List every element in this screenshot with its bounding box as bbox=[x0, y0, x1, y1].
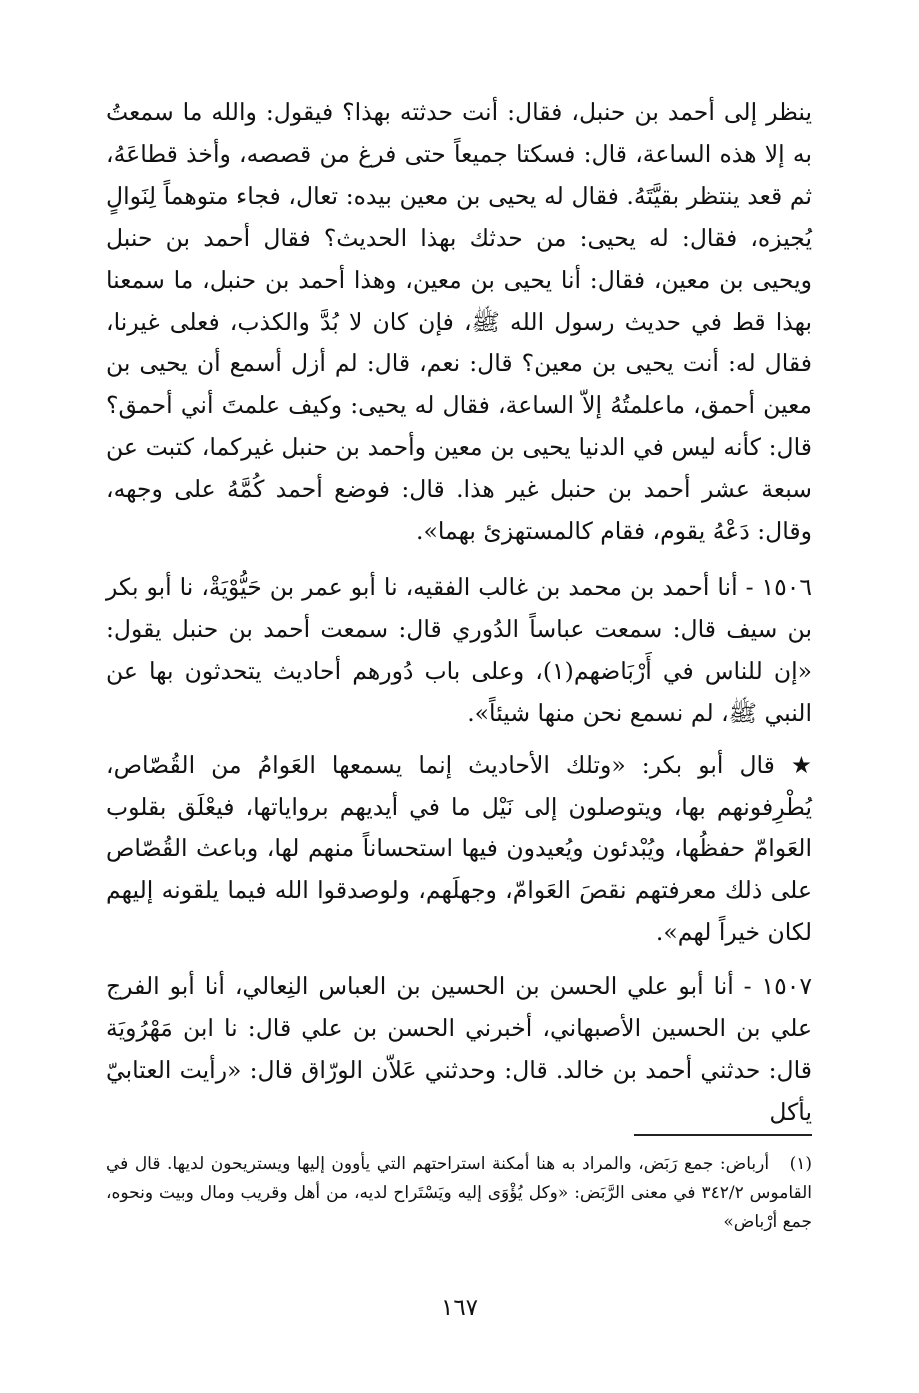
paragraph-1507: ١٥٠٧ - أنا أبو علي الحسن بن الحسين بن العباس النِعالي، أنا أبو الفرج علي بن الحسين الأصبهاني، أخبرني الحسن بن علي قال: نا ابن مَهْرُويَة قال: حدثني أحمد بن خالد. قال: وحدثني عَلاّن الورّاق قال: «رأيت العتابيّ يأكل bbox=[106, 972, 812, 1126]
footnote-separator bbox=[634, 1134, 812, 1136]
footnote-text: أرباض: جمع رَبَض، والمراد به هنا أمكنة استراحتهم التي يأوون إليها ويستريحون لديها. قال في القاموس ٣٤٢/٢ في معنى الرَّبَض: «وكل يُؤْوَى إليه ويَسْتَراح لديه، من أهل وقريب ومال وبيت ونحوه، جمع أرْباض» bbox=[106, 1154, 813, 1232]
paragraph-1506: ١٥٠٦ - أنا أحمد بن محمد بن غالب الفقيه، نا أبو عمر بن حَيُّوْيَةْ، نا أبو بكر بن سيف قال: سمعت عباساً الدُوري قال: سمعت أحمد بن حنبل يقول: «إن للناس في أَرْبَاضهم(١)، وعلى باب دُورهم أحاديث يتحدثون بها عن النبي ﷺ، لم نسمع نحن منها شيئاً». bbox=[106, 572, 812, 727]
footnote-item bbox=[106, 1150, 812, 1237]
paragraph-story: ينظر إلى أحمد بن حنبل، فقال: أنت حدثته بهذا؟ فيقول: والله ما سمعتُ به إلا هذه الساعة، قال: فسكتا جميعاً حتى فرغ من قصصه، وأخذ قطاعَهُ، ثم قعد ينتظر بقيَّتَهُ. فقال له يحيى بن معين بيده: تعال، فجاء متوهماً لِنَوالٍ يُجيزه، فقال: له يحيى: من حدثك بهذا الحديث؟ فقال أحمد بن حنبل ويحيى بن معين، فقال: أنا يحيى بن معين، وهذا أحمد بن حنبل، ما سمعنا بهذا قط في حديث رسول الله ﷺ، فإن كان لا بُدَّ والكذب، فعلى غيرنا، فقال له: أنت يحيى بن معين؟ قال: نعم، قال: لم أزل أسمع أن يحيى بن معين أحمق، ماعلمتُهُ إلاّ الساعة، فقال له يحيى: وكيف علمتَ أني أحمق؟ قال: كأنه ليس في الدنيا يحيى بن معين وأحمد بن حنبل غيركما، كتبت عن سبعة عشر أحمد بن حنبل غير هذا. قال: فوضع أحمد كُمَّهُ على وجهه، وقال: دَعْهُ يقوم، فقام كالمستهزئ بهما». bbox=[106, 98, 812, 546]
footnotes bbox=[106, 1150, 812, 1237]
footnote-number: (١) bbox=[789, 1154, 813, 1174]
page-body bbox=[106, 92, 812, 1134]
page-number: ١٦٧ bbox=[440, 1295, 479, 1321]
paragraph-abu-bakr: ★ قال أبو بكر: «وتلك الأحاديث إنما يسمعها العَوامُ من القُصّاص، يُطْرِفونهم بها، ويتوصلون إلى نَيْل ما في أيديهم برواياتها، فيعْلَق بقلوب العَوامّ حفظُها، ويُبْدئون ويُعيدون فيها استحساناً منهم لها، وباعث القُصّاص على ذلك معرفتهم نقصَ العَوامّ، وجهلَهم، ولوصدقوا الله فيما يلقونه إليهم لكان خيراً لهم». bbox=[106, 750, 812, 947]
